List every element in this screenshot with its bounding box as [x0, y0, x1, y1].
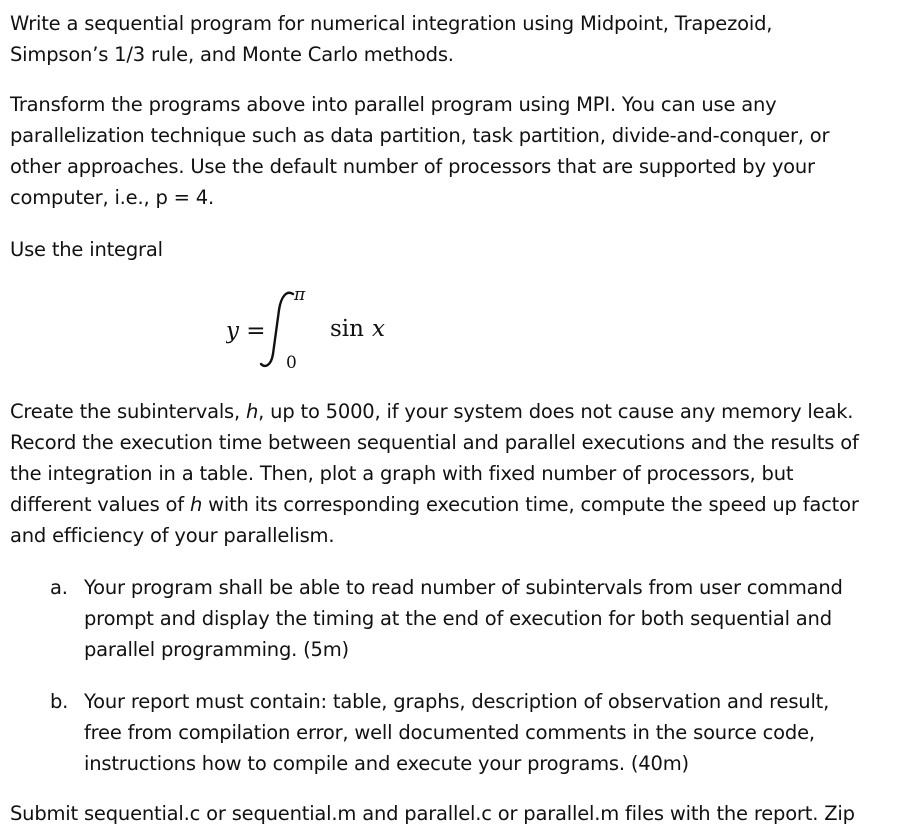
- list-item-line: Your program shall be able to read number of subintervals from user command: [84, 576, 843, 599]
- create-line1-pre: Create the subintervals,: [10, 400, 246, 423]
- create-line4-post: with its corresponding execution time, compute the speed up factor: [202, 493, 859, 516]
- create-line1-post: , up to 5000, if your system does not cause any memory leak.: [258, 400, 854, 423]
- list-item-line: Your report must contain: table, graphs, description of observation and result,: [84, 690, 830, 713]
- list-marker: a.: [50, 576, 68, 599]
- create-line4-pre: different values of: [10, 493, 190, 516]
- lower-limit: 0: [286, 353, 297, 373]
- intro-paragraph: [10, 8, 900, 70]
- upper-limit: π: [294, 285, 306, 305]
- transform-line: computer, i.e., p = 4.: [10, 186, 214, 209]
- intro-line: Write a sequential program for numerical integration using Midpoint, Trapezoid,: [10, 12, 773, 35]
- list-item-line: instructions how to compile and execute your programs. (40m): [84, 752, 689, 775]
- submit-line: Submit sequential.c or sequential.m and parallel.c or parallel.m files with the report. Zip: [10, 802, 855, 825]
- intro-line: Simpson’s 1/3 rule, and Monte Carlo methods.: [10, 43, 454, 66]
- list-item-a: [50, 572, 910, 665]
- transform-line: other approaches. Use the default number of processors that are supported by your: [10, 155, 815, 178]
- variable-h: h: [246, 400, 259, 423]
- integrand-variable: x: [372, 316, 385, 342]
- equation-lhs: y =: [226, 318, 266, 344]
- integral-intro-text: Use the integral: [10, 238, 163, 261]
- integral-equation-svg: [226, 280, 426, 376]
- list-item-line: free from compilation error, well documented comments in the source code,: [84, 721, 815, 744]
- create-line: the integration in a table. Then, plot a graph with fixed number of processors, but: [10, 462, 794, 485]
- list-item-line: prompt and display the timing at the end of execution for both sequential and: [84, 607, 832, 630]
- list-item-body: [84, 572, 843, 665]
- create-line: Record the execution time between sequential and parallel executions and the results of: [10, 431, 859, 454]
- integral-equation: [226, 280, 426, 376]
- list-marker: b.: [50, 690, 69, 713]
- transform-line: parallelization technique such as data partition, task partition, divide-and-conquer, or: [10, 124, 830, 147]
- transform-paragraph: [10, 89, 900, 213]
- create-line: and efficiency of your parallelism.: [10, 524, 335, 547]
- create-paragraph: [10, 396, 900, 551]
- create-line: [10, 396, 900, 427]
- variable-h: h: [189, 493, 203, 516]
- create-line: [10, 489, 900, 520]
- list-item-b: [50, 686, 910, 779]
- transform-line: Transform the programs above into parallel program using MPI. You can use any: [10, 93, 777, 116]
- integrand-function: sin: [330, 316, 364, 342]
- list-item-body: [84, 686, 829, 779]
- submit-paragraph: [10, 798, 900, 829]
- integral-intro: [10, 234, 900, 265]
- list-item-line: parallel programming. (5m): [84, 638, 349, 661]
